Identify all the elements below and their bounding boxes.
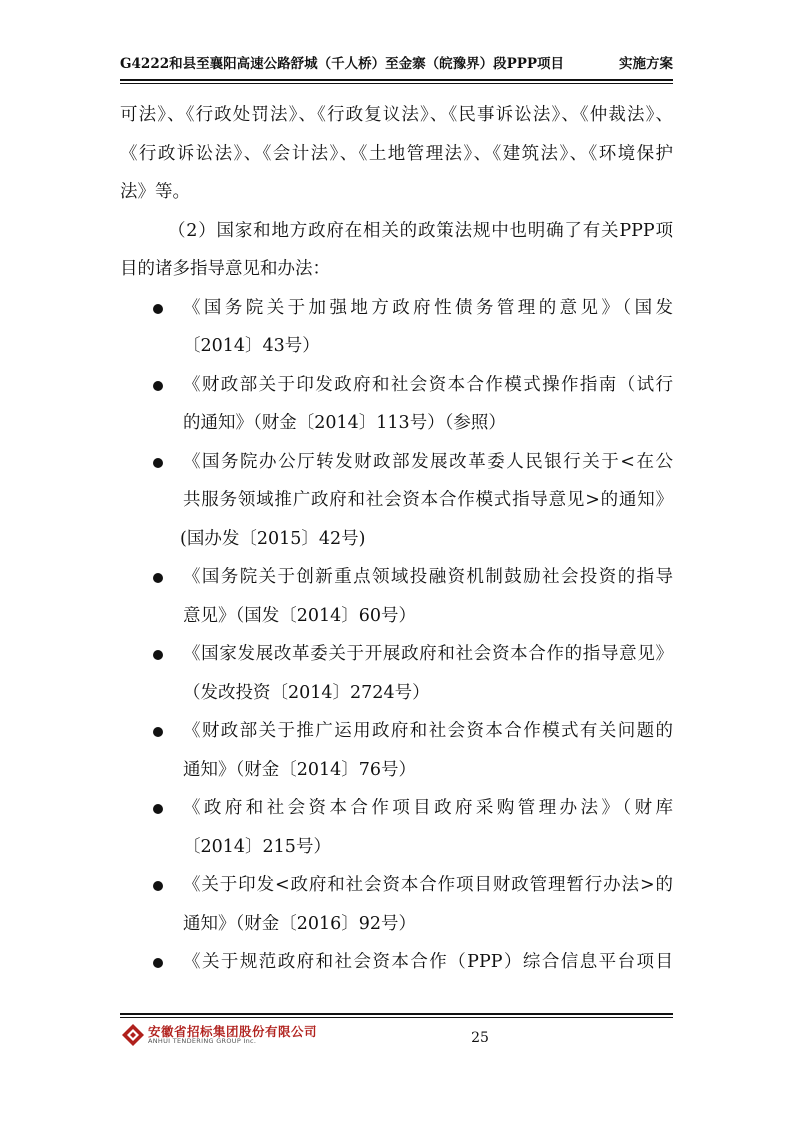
bullet-icon (153, 650, 163, 660)
footer-divider-thin (120, 1017, 673, 1018)
list-item: 《关于印发<政府和社会资本合作项目财政管理暂行办法>的 (120, 866, 673, 905)
list-item-continuation: (国办发〔2015〕42号) (180, 528, 366, 549)
company-name-cn: 安徽省招标集团股份有限公司 (148, 1024, 318, 1039)
list-item-continuation: 通知》（财金〔2014〕76号） (183, 759, 417, 780)
list-item-continuation: 共服务领域推广政府和社会资本合作模式指导意见>的通知》 (183, 490, 673, 510)
list-item: 《政府和社会资本合作项目政府采购管理办法》（财库 (120, 789, 673, 828)
page-number: 25 (471, 1030, 489, 1046)
footer-divider (120, 1013, 673, 1015)
list-item-continuation: 〔2014〕215号） (183, 836, 331, 857)
list-item: 《财政部关于推广运用政府和社会资本合作模式有关问题的 (120, 712, 673, 751)
page-header (120, 52, 673, 74)
list-item-continuation: （发改投资〔2014〕2724号） (183, 682, 430, 703)
bullet-icon (153, 458, 163, 468)
document-title: G4222和县至襄阳高速公路舒城（千人桥）至金寨（皖豫界）段PPP项目 (120, 56, 565, 72)
list-item-continuation: 通知》（财金〔2016〕92号） (183, 913, 417, 934)
text-line: 《行政诉讼法》、《会计法》、《土地管理法》、《建筑法》、《环境保护 (120, 143, 673, 164)
bullet-icon (153, 881, 163, 891)
company-name-en: ANHUI TENDERING GROUP Inc. (148, 1037, 257, 1045)
text-line: 目的诸多指导意见和办法： (120, 259, 330, 279)
text-line: 法》等。 (120, 182, 190, 202)
bullet-icon (153, 381, 163, 391)
bullet-icon (153, 727, 163, 737)
list-item: 《国家发展改革委关于开展政府和社会资本合作的指导意见》 (120, 635, 673, 674)
bullet-icon (153, 958, 163, 968)
list-item: 《国务院关于创新重点领域投融资机制鼓励社会投资的指导 (120, 558, 673, 597)
bullet-icon (153, 304, 163, 314)
company-logo-icon (121, 1023, 145, 1047)
list-item: 《国务院关于加强地方政府性债务管理的意见》（国发 (120, 289, 673, 328)
list-item: 《国务院办公厅转发财政部发展改革委人民银行关于<在公 (120, 443, 673, 482)
section-label: 实施方案 (619, 56, 673, 72)
list-item-continuation: 〔2014〕43号） (183, 336, 320, 356)
company-logo (121, 1022, 326, 1048)
text-line: 可法》、《行政处罚法》、《行政复议法》、《民事诉讼法》、《仲裁法》、 (120, 105, 673, 125)
list-item: 《关于规范政府和社会资本合作（PPP）综合信息平台项目 (120, 943, 673, 982)
list-item-continuation: 的通知》（财金〔2014〕113号）（参照） (183, 413, 506, 433)
paragraph-first-line: （2）国家和地方政府在相关的政策法规中也明确了有关PPP项 (168, 220, 673, 241)
document-body (120, 96, 673, 982)
bullet-icon (153, 573, 163, 583)
header-divider (120, 79, 673, 81)
header-divider-thin (120, 83, 673, 84)
list-item-continuation: 意见》（国发〔2014〕60号） (183, 605, 417, 626)
list-item: 《财政部关于印发政府和社会资本合作模式操作指南（试行 (120, 366, 673, 405)
bullet-icon (153, 804, 163, 814)
